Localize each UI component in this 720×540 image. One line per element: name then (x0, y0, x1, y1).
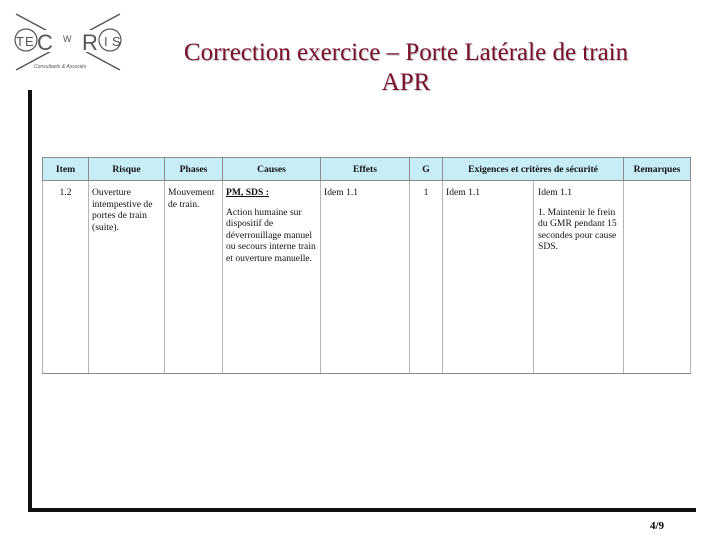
slide-title-line1: Correction exercice – Porte Latérale de train (183, 39, 629, 66)
logo-letter-i: I (104, 34, 108, 49)
cell-risque: Ouverture intempestive de portes de train (suite). (89, 181, 165, 374)
frame-left-bar (28, 90, 32, 512)
header-phases: Phases (165, 158, 223, 181)
table-header-row (43, 158, 691, 181)
table-row (43, 181, 691, 374)
slide-title-line2: APR (381, 69, 431, 96)
header-effets: Effets (321, 158, 410, 181)
cell-causes (223, 181, 321, 374)
causes-title: PM, SDS : (226, 187, 269, 198)
exigences-sub-a: Idem 1.1 (443, 181, 534, 373)
page-number: 4/9 (650, 520, 665, 532)
cell-item: 1.2 (43, 181, 89, 374)
tecwris-logo (8, 8, 128, 74)
header-g: G (410, 158, 443, 181)
header-item: Item (43, 158, 89, 181)
cell-g: 1 (410, 181, 443, 374)
causes-text: Action humaine sur dispositif de déverrouillage manuel ou secours interne train et ouverture manuelle. (226, 206, 316, 264)
header-remarques: Remarques (624, 158, 691, 181)
cell-effets: Idem 1.1 (321, 181, 410, 374)
logo-subtitle: Consultants & Associés (34, 64, 87, 70)
header-risque: Risque (89, 158, 165, 181)
apr-table (42, 157, 691, 374)
exigences-sub-b (534, 181, 623, 373)
frame-bottom-bar (28, 508, 696, 512)
logo-letter-r: R (82, 30, 98, 55)
slide-title (130, 38, 682, 98)
logo-letter-e: E (25, 34, 34, 49)
cell-exigences (443, 181, 624, 374)
cell-remarques (624, 181, 691, 374)
logo-letter-w: W (63, 34, 72, 44)
exigences-b-line1: Idem 1.1 (538, 187, 573, 198)
exigences-b-line2: 1. Maintenir le frein du GMR pendant 15 secondes pour cause SDS. (538, 206, 617, 252)
logo-letter-s: S (112, 34, 121, 49)
logo-letter-t: T (16, 34, 24, 49)
logo-letter-c: C (37, 30, 53, 55)
cell-phases: Mouvement de train. (165, 181, 223, 374)
header-causes: Causes (223, 158, 321, 181)
header-exigences: Exigences et critères de sécurité (443, 158, 624, 181)
